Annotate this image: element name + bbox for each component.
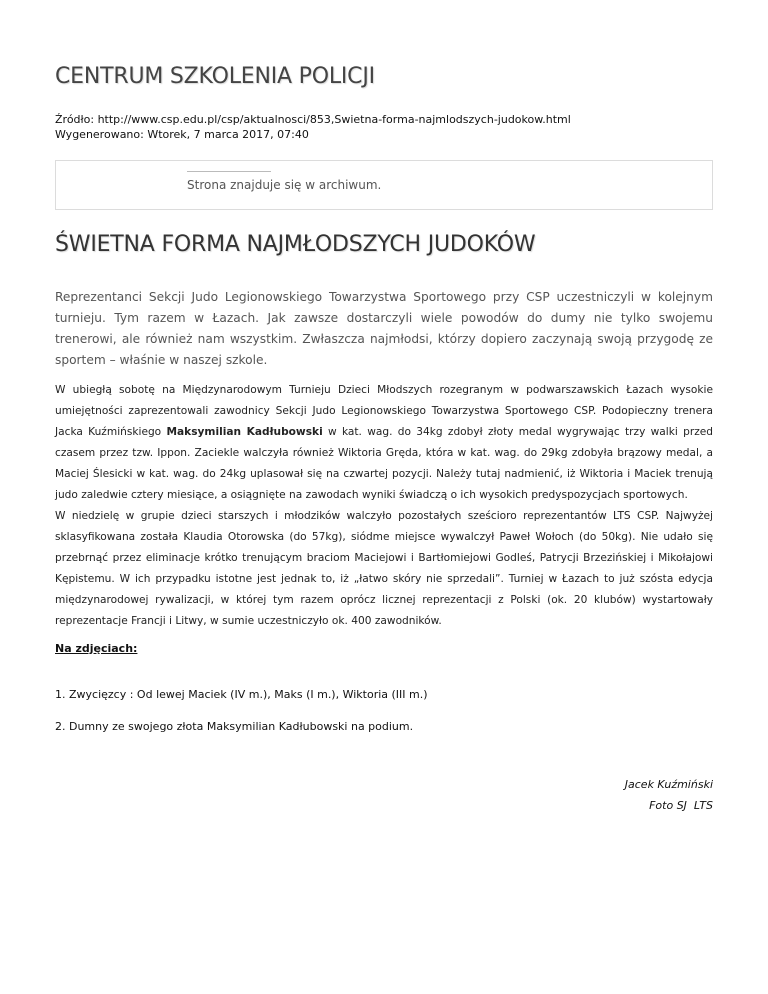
article-paragraph-1 bbox=[55, 380, 713, 506]
credits bbox=[625, 774, 713, 816]
photo-caption: 1. Zwycięzcy : Od lewej Maciek (IV m.), Maks (I m.), Wiktoria (III m.) bbox=[55, 688, 428, 701]
article-title: ŚWIETNA FORMA NAJMŁODSZYCH JUDOKÓW bbox=[55, 232, 536, 257]
paragraph-text: W ubiegłą sobotę na Międzynarodowym Turnieju Dzieci Młodszych rozegranym w podwarszawskich Łazach wysokie umiejętności zaprezentowali zawodnicy Sekcji Judo Legionowskiego Towarzystwa Sportowego CSP. Podopieczny trenera Jacka Kuźmińskiego bbox=[55, 384, 713, 438]
photo-credit: Foto SJ LTS bbox=[649, 799, 713, 812]
photos-heading: Na zdjęciach: bbox=[55, 642, 138, 655]
source-line: Źródło: http://www.csp.edu.pl/csp/aktualnosci/853,Swietna-forma-najmlodszych-judokow.html bbox=[55, 113, 571, 126]
athlete-name-bold: Maksymilian Kadłubowski bbox=[166, 426, 323, 438]
article-body bbox=[55, 380, 713, 632]
generated-line: Wygenerowano: Wtorek, 7 marca 2017, 07:40 bbox=[55, 128, 309, 141]
paragraph-text: w kat. wag. do 34kg zdobył złoty medal wygrywając trzy walki przed czasem przez tzw. Ippon. Zaciekle walczyła również Wiktoria Gręda, która w kat. wag. do 29kg zdobyła brązowy medal, a Maciej Ślesicki w kat. wag. do 24kg uplasował się na czwartej pozycji. Należy tutaj nadmienić, iż Wiktoria i Maciek trenują judo zaledwie cztery miesiące, a osiągnięte na zawodach wyniki świadczą o ich wysokich predyspozycjach sportowych. bbox=[55, 426, 713, 501]
meta-info bbox=[55, 112, 571, 142]
site-title: CENTRUM SZKOLENIA POLICJI bbox=[55, 64, 375, 89]
article-paragraph-2: W niedzielę w grupie dzieci starszych i młodzików walczyło pozostałych sześcioro reprezentantów LTS CSP. Najwyżej sklasyfikowana została Klaudia Otorowska (do 57kg), siódme miejsce wywalczył Paweł Wołoch (do 50kg). Nie udało się przebrnąć przez eliminacje krótko trenującym braciom Maciejowi i Bartłomiejowi Godleś, Patrycji Brzezińskiej i Mikołajowi Kępistemu. W ich przypadku istotne jest jednak to, iż „łatwo skóry nie sprzedali”. Turniej w Łazach to już szósta edycja międzynarodowej rywalizacji, w której tym razem oprócz licznej reprezentacji z Polski (ok. 20 klubów) wystartowały reprezentacje Francji i Litwy, w sumie uczestniczyło ok. 400 zawodników. bbox=[55, 510, 713, 627]
archive-notice: Strona znajduje się w archiwum. bbox=[187, 178, 382, 192]
article-lead: Reprezentanci Sekcji Judo Legionowskiego Towarzystwa Sportowego przy CSP uczestniczyli w kolejnym turnieju. Tym razem w Łazach. Jak zawsze dostarczyli wiele powodów do dumy nie tylko swojemu trenerowi, ale również nam wszystkim. Zwłaszcza najmłodsi, którzy dopiero zaczynają swoją przygodę ze sportem – właśnie w naszej szkole. bbox=[55, 290, 713, 367]
archive-divider bbox=[187, 171, 271, 172]
photo-caption: 2. Dumny ze swojego złota Maksymilian Kadłubowski na podium. bbox=[55, 720, 414, 733]
author-name: Jacek Kuźmiński bbox=[624, 778, 713, 791]
archive-notice-box bbox=[55, 160, 713, 210]
